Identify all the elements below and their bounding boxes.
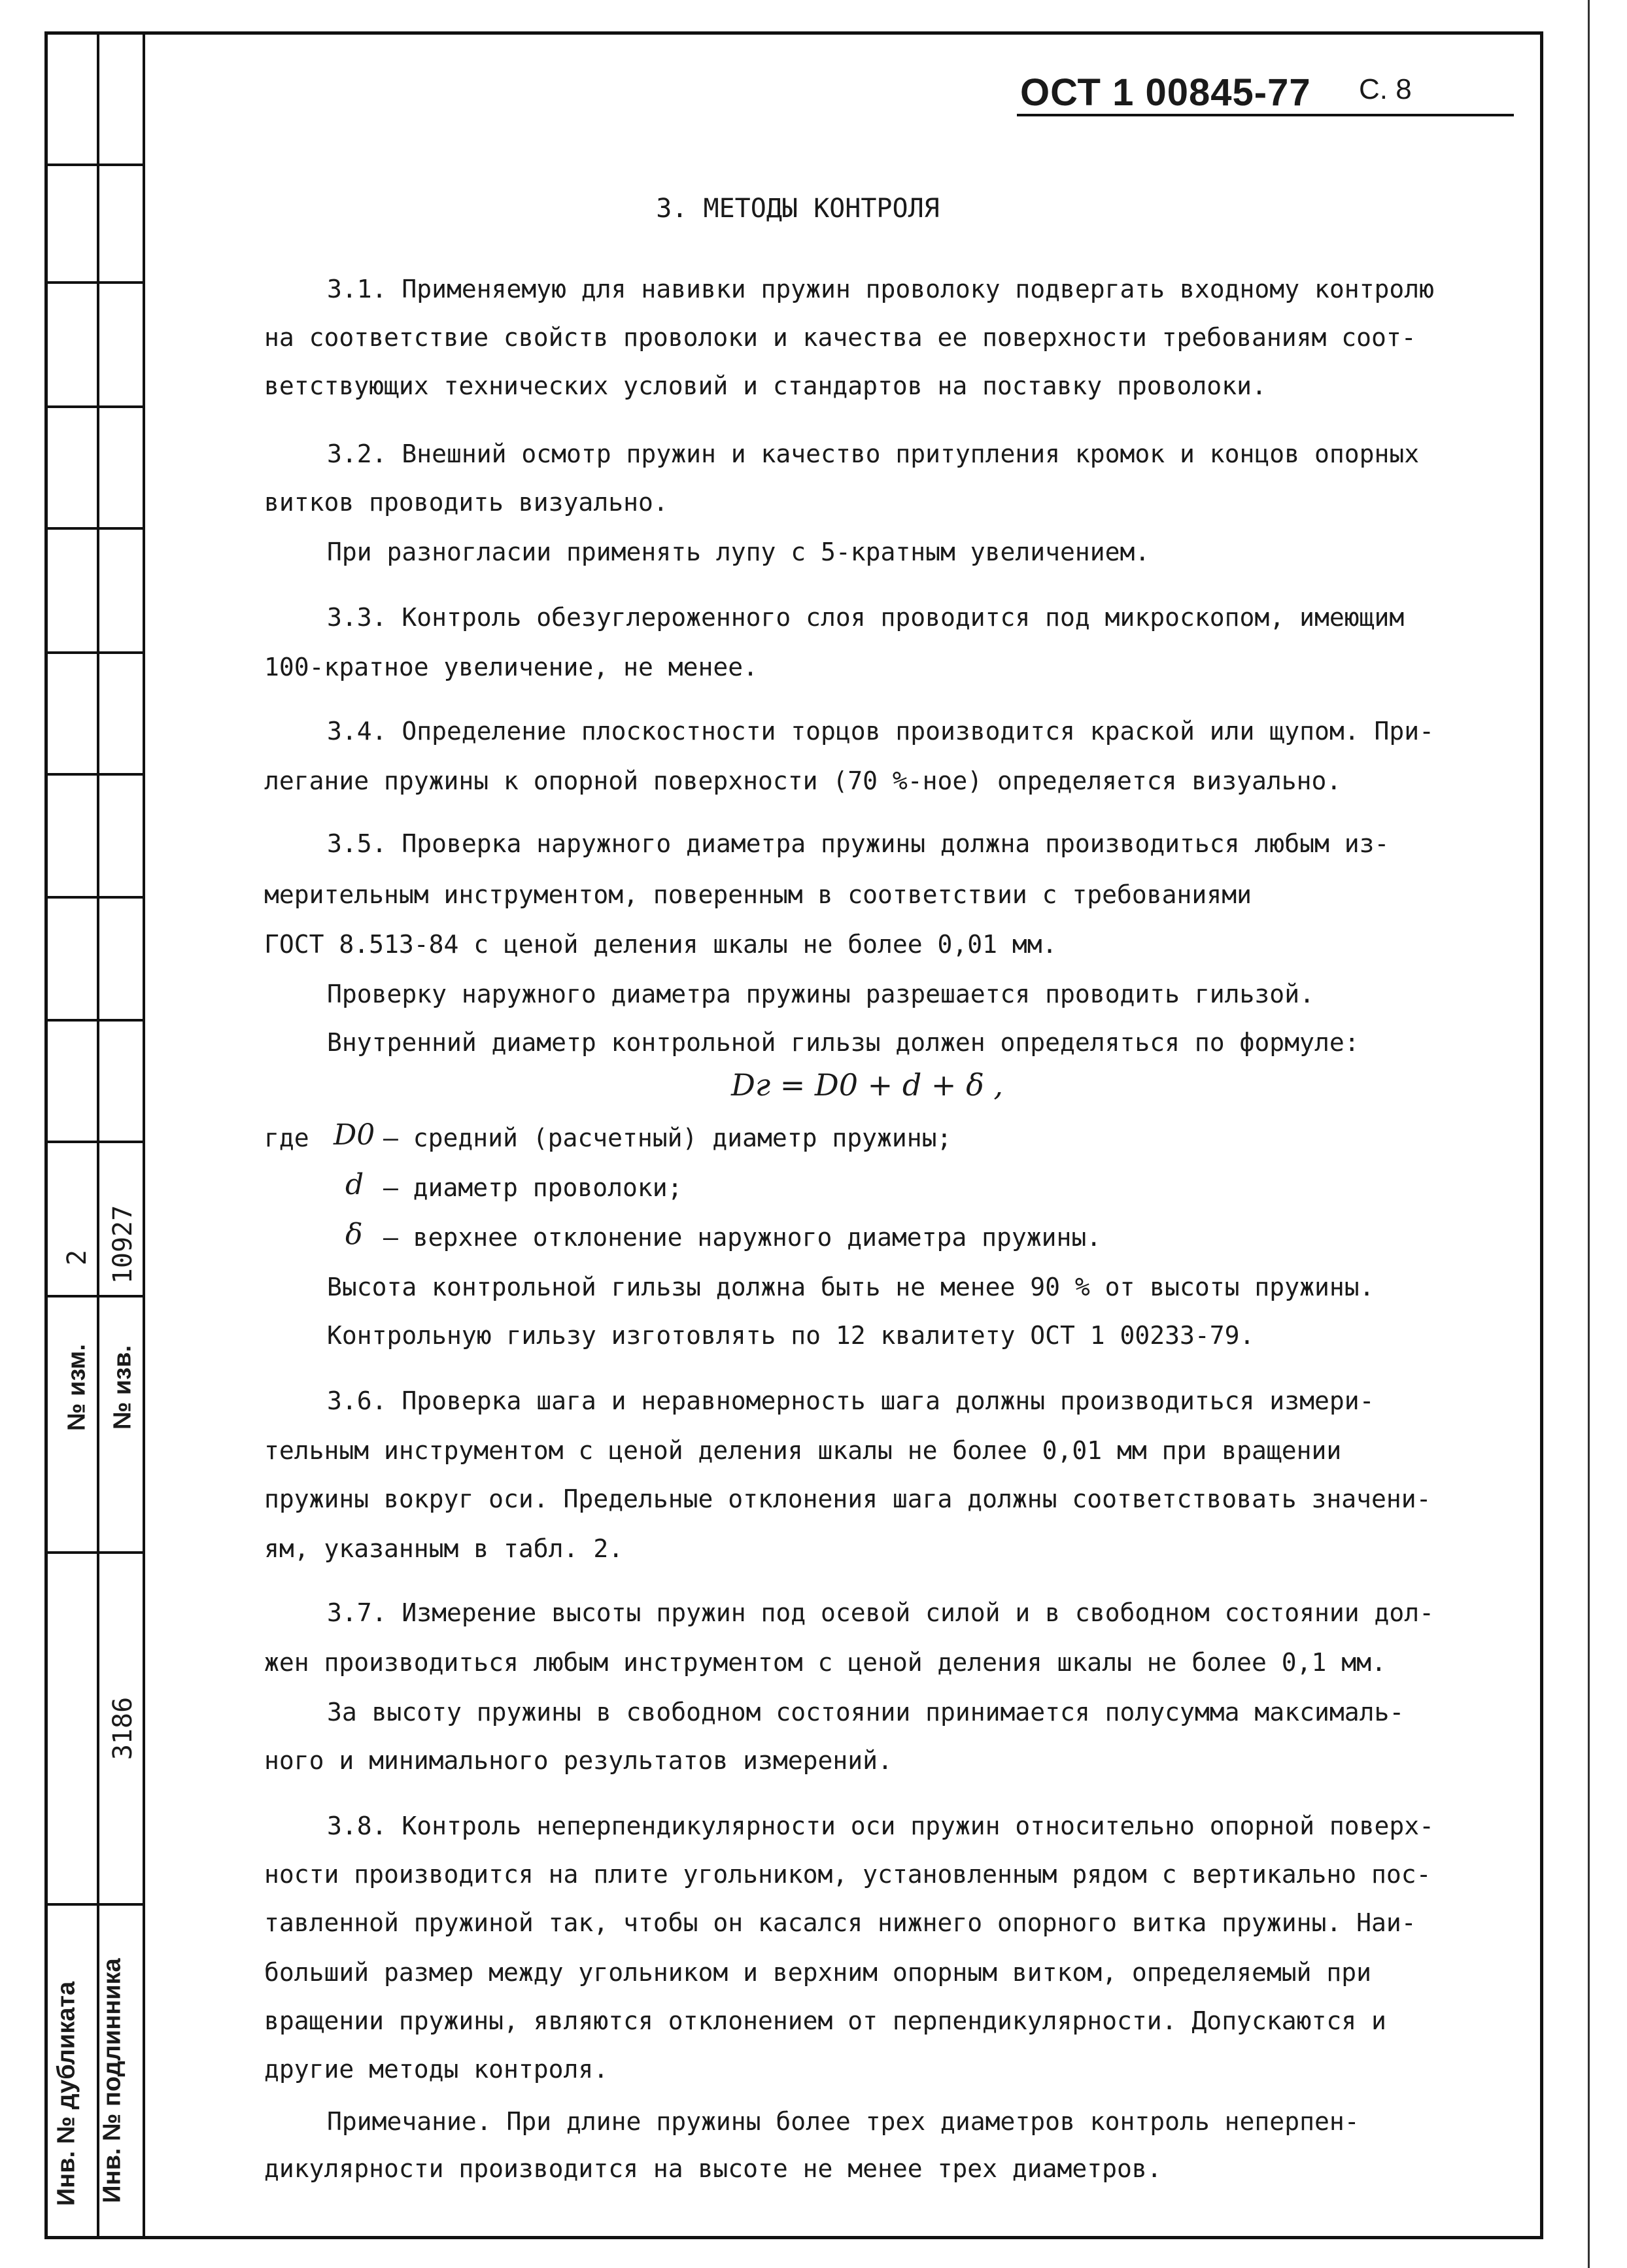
legend-symbol-delta: δ — [345, 1218, 363, 1251]
scan-edge-line — [1588, 0, 1590, 2268]
formula: Dг = D0 + d + δ , — [731, 1067, 1004, 1103]
margin-left-edge — [44, 31, 48, 1575]
text-line: При разногласии применять лупу с 5-кратным увеличением. — [327, 538, 1150, 566]
text-line: 3.2. Внешний осмотр пружин и качество притупления кромок и концов опорных — [327, 439, 1420, 468]
text-line: 3.3. Контроль обезуглероженного слоя проводится под микроскопом, имеющим — [327, 603, 1405, 632]
margin-rule-3 — [44, 405, 143, 408]
margin-rule-9 — [44, 1141, 143, 1143]
margin-rule-11 — [44, 1551, 143, 1554]
text-line: легание пружины к опорной поверхности (70 %-ное) определяется визуально. — [264, 766, 1342, 795]
margin-outer-divider — [143, 31, 145, 2239]
margin-rule-6 — [44, 773, 143, 776]
text-line: на соответствие свойств проволоки и качества ее поверхности требованиям соот- — [264, 323, 1416, 352]
legend-symbol-d: d — [345, 1168, 364, 1201]
text-line: 3.5. Проверка наружного диаметра пружины должна производиться любым из- — [327, 829, 1390, 858]
text-line: Контрольную гильзу изготовлять по 12 квалитету ОСТ 1 00233-79. — [327, 1321, 1255, 1350]
text-line: вращении пружины, являются отклонением от перпендикулярности. Допускаются и — [264, 2006, 1386, 2035]
text-line: 3.4. Определение плоскостности торцов производится краской или щупом. При- — [327, 717, 1434, 746]
text-line: ного и минимального результатов измерений. — [264, 1746, 893, 1775]
text-line: Внутренний диаметр контрольной гильзы должен определяться по формуле: — [327, 1028, 1360, 1057]
text-line: другие методы контроля. — [264, 2055, 609, 2084]
legend-symbol-d0: D0 — [334, 1118, 375, 1152]
section-title: 3. МЕТОДЫ КОНТРОЛЯ — [656, 194, 940, 224]
text-line: Высота контрольной гильзы должна быть не менее 90 % от высоты пружины. — [327, 1273, 1375, 1301]
margin-rule-4 — [44, 527, 143, 530]
text-line: 3.6. Проверка шага и неравномерность шага должны производиться измери- — [327, 1386, 1375, 1415]
margin-column-divider — [97, 31, 99, 2239]
page-number: С. 8 — [1359, 73, 1412, 105]
legend-text: – диаметр проволоки; — [383, 1173, 683, 1202]
text-line: дикулярности производится на высоте не менее трех диаметров. — [264, 2154, 1162, 2183]
text-line: 3.7. Измерение высоты пружин под осевой силой и в свободном состоянии дол- — [327, 1598, 1434, 1627]
legend-text: – верхнее отклонение наружного диаметра пружины. — [383, 1223, 1102, 1252]
text-line: ности производится на плите угольником, установленным рядом с вертикально пос- — [264, 1860, 1431, 1889]
margin-rule-7 — [44, 896, 143, 899]
text-line: 3.1. Применяемую для навивки пружин проволоку подвергать входному контролю — [327, 275, 1434, 303]
document-code: ОСТ 1 00845-77 — [1020, 71, 1311, 114]
text-line: 100-кратное увеличение, не менее. — [264, 653, 758, 681]
header-underline — [1017, 114, 1514, 116]
margin-podl-label: Инв. № подлинника — [98, 1958, 126, 2203]
margin-podl-value: 3186 — [108, 1696, 138, 1761]
margin-rule-2 — [44, 281, 143, 284]
margin-dubl-label: Инв. № дубликата — [52, 1981, 80, 2207]
text-line: тельным инструментом с ценой деления шкалы не более 0,01 мм при вращении — [264, 1436, 1342, 1465]
text-line: жен производиться любым инструментом с ценой деления шкалы не более 0,1 мм. — [264, 1648, 1386, 1677]
text-line: тавленной пружиной так, чтобы он касался нижнего опорного витка пружины. Наи- — [264, 1908, 1416, 1937]
margin-izm-value: 2 — [62, 1249, 92, 1266]
text-line: ветствующих технических условий и стандартов на поставку проволоки. — [264, 371, 1267, 400]
text-line: 3.8. Контроль неперпендикулярности оси пружин относительно опорной поверх- — [327, 1812, 1434, 1840]
margin-izv-value: 10927 — [108, 1205, 138, 1284]
legend-where: где — [264, 1124, 309, 1152]
margin-izm-label: № изм. — [63, 1344, 91, 1431]
margin-izv-label: № изв. — [109, 1345, 137, 1430]
text-line: ям, указанным в табл. 2. — [264, 1534, 624, 1563]
text-line: больший размер между угольником и верхним опорным витком, определяемый при — [264, 1958, 1371, 1987]
text-line: Примечание. При длине пружины более трех диаметров контроль неперпен- — [327, 2107, 1360, 2136]
legend-text: – средний (расчетный) диаметр пружины; — [383, 1124, 952, 1152]
text-line: витков проводить визуально. — [264, 488, 668, 517]
text-line: ГОСТ 8.513-84 с ценой деления шкалы не более 0,01 мм. — [264, 930, 1057, 959]
margin-rule-1 — [44, 163, 143, 166]
margin-rule-12 — [44, 1903, 143, 1906]
margin-rule-8 — [44, 1019, 143, 1022]
margin-rule-5 — [44, 651, 143, 654]
text-line: Проверку наружного диаметра пружины разрешается проводить гильзой. — [327, 980, 1314, 1008]
text-line: пружины вокруг оси. Предельные отклонения шага должны соответствовать значени- — [264, 1485, 1431, 1513]
text-line: мерительным инструментом, поверенным в соответствии с требованиями — [264, 880, 1252, 909]
text-line: За высоту пружины в свободном состоянии принимается полусумма максималь- — [327, 1698, 1405, 1727]
